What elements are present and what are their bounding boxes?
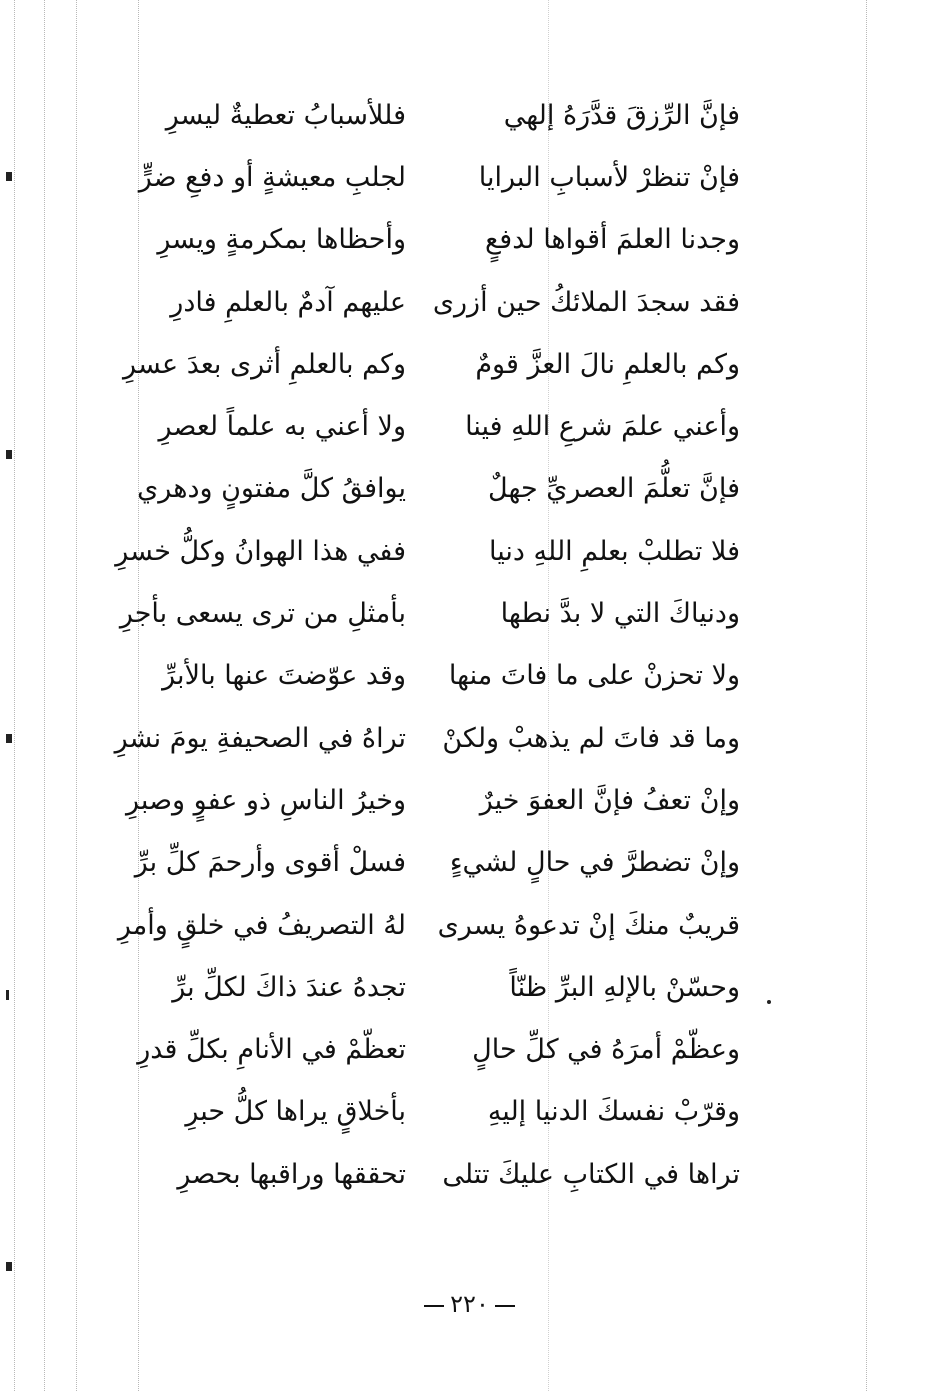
- verse-line: [117, 894, 740, 956]
- first-hemistich: وما قد فاتَ لم يذهبْ ولكنْ: [442, 722, 740, 754]
- poem-verses: [114, 84, 740, 1205]
- verse-line: [140, 395, 740, 457]
- first-hemistich: فإنَّ الرِّزقَ قدَّرَهُ إلهي: [503, 99, 740, 131]
- first-hemistich: وعظّمْ أمرَهُ في كلِّ حالٍ: [472, 1034, 740, 1066]
- second-hemistich: فللأسبابُ تعطيةٌ ليسرِ: [165, 99, 406, 131]
- first-hemistich: وجدنا العلمَ أقواها لدفعٍ: [484, 224, 740, 256]
- scan-guide-line: [14, 0, 15, 1391]
- verse-line: [134, 832, 740, 894]
- second-hemistich: بأمثلِ من ترى يسعى بأجرِ: [119, 598, 406, 630]
- page-number: [0, 1290, 939, 1318]
- scan-guide-line: [76, 0, 77, 1391]
- verse-line: [114, 707, 740, 769]
- second-hemistich: ولا أعني به علماً لعصرِ: [158, 411, 406, 443]
- second-hemistich: وقد عوّضتَ عنها بالأبرِّ: [162, 660, 406, 692]
- second-hemistich: لجلبِ معيشةٍ أو دفعِ ضرٍّ: [138, 161, 406, 193]
- verse-line: [140, 271, 740, 333]
- first-hemistich: وقرّبْ نفسكَ الدنيا إليهِ: [487, 1096, 740, 1128]
- first-hemistich: ودنياكَ التي لا بدَّ نطها: [500, 598, 740, 630]
- first-hemistich: فإنْ تنظرْ لأسبابِ البرايا: [478, 161, 740, 193]
- scan-guide-line: [866, 0, 867, 1391]
- first-hemistich: قريبٌ منكَ إنْ تدعوهُ يسرى: [437, 909, 740, 941]
- first-hemistich: وإنْ تضطرَّ في حالٍ لشيءٍ: [449, 847, 740, 879]
- verse-line: [126, 769, 740, 831]
- verse-line: [140, 1081, 740, 1143]
- second-hemistich: فسلْ أقوى وأرحمَ كلِّ برِّ: [134, 847, 406, 879]
- first-hemistich: وكم بالعلمِ نالَ العزَّ قومٌ: [475, 348, 740, 380]
- first-hemistich: وحسّنْ بالإلهِ البرِّ ظنّاً: [509, 971, 740, 1003]
- verse-line: [140, 84, 740, 146]
- verse-line: [123, 333, 740, 395]
- second-hemistich: ففي هذا الهوانُ وكلُّ خسرِ: [115, 535, 406, 567]
- second-hemistich: بأخلاقٍ يراها كلُّ حبرِ: [185, 1096, 406, 1128]
- second-hemistich: يوافقُ كلَّ مفتونٍ ودهري: [137, 473, 406, 505]
- second-hemistich: وكم بالعلمِ أثرى بعدَ عسرِ: [123, 348, 406, 380]
- verse-line: [140, 146, 740, 208]
- margin-binding-mark: [6, 990, 9, 1000]
- verse-line: [115, 520, 740, 582]
- verse-line: [137, 458, 740, 520]
- stray-ink-dot: [767, 1000, 771, 1004]
- verse-line: [137, 1018, 740, 1080]
- first-hemistich: فإنَّ تعلُّمَ العصريِّ جهلٌ: [488, 473, 740, 505]
- margin-binding-mark: [6, 172, 12, 181]
- page-number-dash: [495, 1305, 515, 1307]
- page-number-value: ٢٢٠: [450, 1290, 489, 1318]
- first-hemistich: ولا تحزنْ على ما فاتَ منها: [448, 660, 740, 692]
- second-hemistich: تحققها وراقبها بحصرِ: [177, 1158, 406, 1190]
- page-number-dash: [424, 1305, 444, 1307]
- first-hemistich: فلا تطلبْ بعلمِ اللهِ دنيا: [489, 535, 740, 567]
- first-hemistich: فقد سجدَ الملائكُ حين أزرى: [432, 286, 740, 318]
- first-hemistich: تراها في الكتابِ عليكَ تتلى: [442, 1158, 740, 1190]
- second-hemistich: تعظّمْ في الأنامِ بكلِّ قدرِ: [137, 1034, 406, 1066]
- first-hemistich: وإنْ تعفُ فإنَّ العفوَ خيرٌ: [479, 784, 740, 816]
- margin-binding-mark: [6, 1262, 12, 1271]
- second-hemistich: وأحظاها بمكرمةٍ ويسرِ: [157, 224, 406, 256]
- second-hemistich: تراهُ في الصحيفةِ يومَ نشرِ: [114, 722, 406, 754]
- second-hemistich: لهُ التصريفُ في خلقٍ وأمرِ: [117, 909, 406, 941]
- scan-guide-line: [138, 0, 139, 1391]
- margin-binding-mark: [6, 450, 12, 459]
- second-hemistich: تجدهُ عندَ ذاكَ لكلِّ برِّ: [172, 971, 406, 1003]
- second-hemistich: وخيرُ الناسِ ذو عفوٍ وصبرِ: [126, 784, 406, 816]
- margin-binding-mark: [6, 734, 12, 743]
- scan-guide-line: [44, 0, 45, 1391]
- verse-line: [140, 1143, 740, 1205]
- verse-line: [140, 209, 740, 271]
- verse-line: [140, 956, 740, 1018]
- verse-line: [140, 645, 740, 707]
- second-hemistich: عليهم آدمٌ بالعلمِ فادرِ: [170, 286, 406, 318]
- verse-line: [119, 582, 740, 644]
- first-hemistich: وأعني علمَ شرعِ اللهِ فينا: [465, 411, 740, 443]
